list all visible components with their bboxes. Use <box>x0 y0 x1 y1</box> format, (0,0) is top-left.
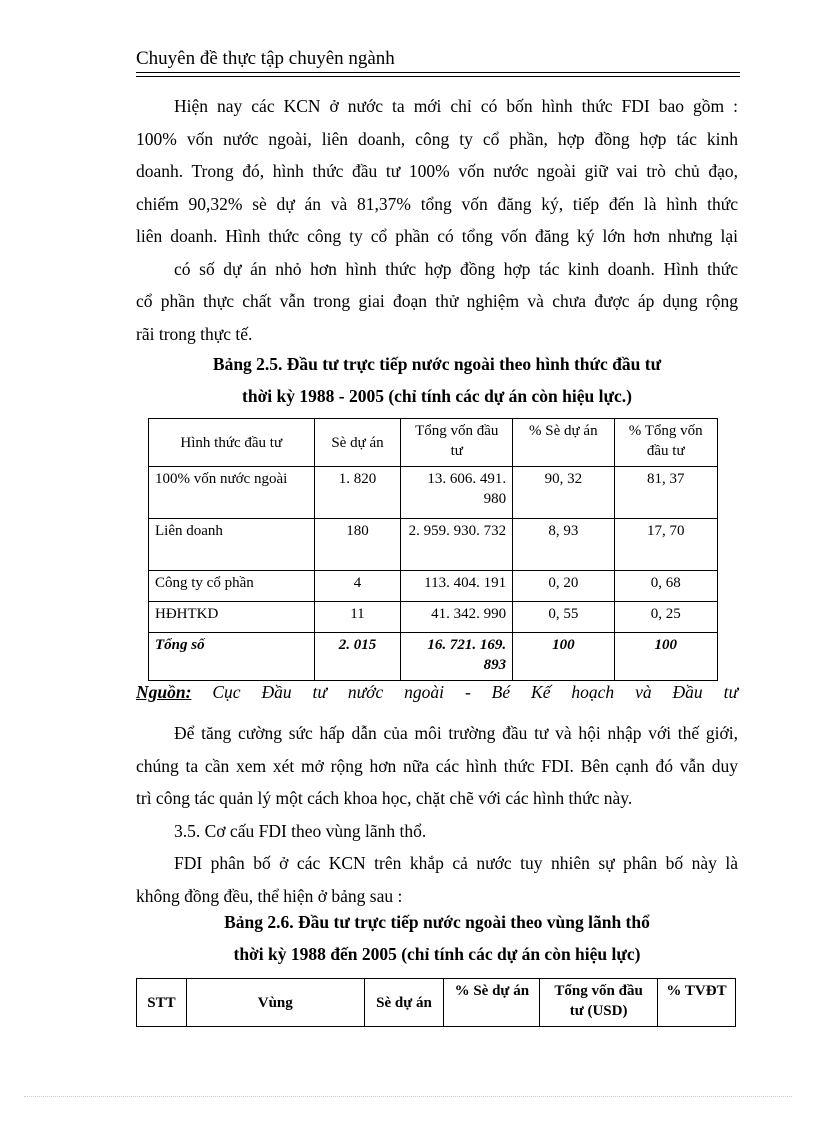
middle-paragraph <box>136 717 738 912</box>
body-line: không đồng đều, thể hiện ở bảng sau : <box>136 885 403 906</box>
table-cell: 8, 93 <box>513 519 614 571</box>
table-row <box>149 467 718 519</box>
table-cell: 11 <box>314 602 401 633</box>
table1-caption-line1: Bảng 2.5. Đầu tư trực tiếp nước ngoài theo hình thức đầu tư <box>212 354 662 374</box>
table-cell: 90, 32 <box>513 467 614 519</box>
table-total-cell: 16. 721. 169. 893 <box>401 633 513 681</box>
table-cell: 81, 37 <box>614 467 718 519</box>
intro-line: doanh. Trong đó, hình thức đầu tư 100% vốn nước ngoài giữ vai trò chủ đạo, <box>136 161 738 181</box>
table-cell: 113. 404. 191 <box>401 571 513 602</box>
table1-caption-line2: thời kỳ 1988 - 2005 (chỉ tính các dự án còn hiệu lực.) <box>242 386 632 406</box>
table-row <box>149 571 718 602</box>
table-header-cell: % Tổng vốn đầu tư <box>614 419 718 467</box>
table-total-cell: 2. 015 <box>314 633 401 681</box>
table-row <box>149 519 718 571</box>
source-label: Nguồn: <box>136 682 192 702</box>
fdi-by-form-table <box>148 418 718 681</box>
table2-caption-line2: thời kỳ 1988 đến 2005 (chỉ tính các dự án còn hiệu lực) <box>233 944 641 964</box>
table-total-cell: 100 <box>614 633 718 681</box>
intro-line: cổ phần thực chất vẫn trong giai đoạn thử nghiệm và chưa được áp dụng rộng <box>136 291 738 311</box>
table-cell: 0, 55 <box>513 602 614 633</box>
table-header-cell: Tổng vốn đầu tư <box>401 419 513 467</box>
table-header-cell: % Sè dự án <box>444 979 540 1027</box>
table-row <box>149 602 718 633</box>
intro-line: rãi trong thực tế. <box>136 323 253 344</box>
table-cell: 2. 959. 930. 732 <box>401 519 513 571</box>
table-header-cell: % Sè dự án <box>513 419 614 467</box>
table-header-cell: Sè dự án <box>314 419 401 467</box>
table-header-cell: Tổng vốn đầu tư (USD) <box>540 979 658 1027</box>
table-header-row <box>149 419 718 467</box>
body-line: Để tăng cường sức hấp dẫn của môi trường đầu tư và hội nhập với thế giới, <box>174 723 738 743</box>
header-rule-top <box>136 72 740 73</box>
table-total-row <box>149 633 718 681</box>
table-header-cell: Sè dự án <box>364 979 444 1027</box>
table-cell: HĐHTKD <box>149 602 315 633</box>
table-cell: 41. 342. 990 <box>401 602 513 633</box>
body-line: chúng ta cần xem xét mở rộng hơn nữa các hình thức FDI. Bên cạnh đó vẫn duy <box>136 755 738 776</box>
body-line: trì công tác quản lý một cách khoa học, chặt chẽ với các hình thức này. <box>136 788 633 808</box>
table-cell: 180 <box>314 519 401 571</box>
table-total-cell: 100 <box>513 633 614 681</box>
intro-line: liên doanh. Hình thức công ty cổ phần có tổng vốn đăng ký lớn hơn nhưng lại <box>136 226 738 246</box>
table-cell: Liên doanh <box>149 519 315 571</box>
table-cell: 0, 68 <box>614 571 718 602</box>
table-cell: 4 <box>314 571 401 602</box>
table2-caption-line1: Bảng 2.6. Đầu tư trực tiếp nước ngoài theo vùng lãnh thổ <box>224 912 650 932</box>
table-cell: 17, 70 <box>614 519 718 571</box>
intro-paragraph <box>136 90 738 350</box>
section-heading: 3.5. Cơ cấu FDI theo vùng lãnh thổ. <box>174 820 427 841</box>
table-header-row <box>137 979 736 1027</box>
intro-line: Hiện nay các KCN ở nước ta mới chỉ có bốn hình thức FDI bao gồm : <box>174 96 738 116</box>
table-cell: Công ty cổ phần <box>149 571 315 602</box>
header-rule-bottom <box>136 76 740 77</box>
table-total-cell: Tổng số <box>149 633 315 681</box>
intro-line: chiếm 90,32% sè dự án và 81,37% tổng vốn đăng ký, tiếp đến là hình thức <box>136 193 738 214</box>
table-cell: 0, 25 <box>614 602 718 633</box>
table-cell: 100% vốn nước ngoài <box>149 467 315 519</box>
intro-line: 100% vốn nước ngoài, liên doanh, công ty cổ phần, hợp đồng hợp tác kinh <box>136 128 738 149</box>
table-cell: 0, 20 <box>513 571 614 602</box>
table1-source <box>136 682 738 703</box>
table-cell: 1. 820 <box>314 467 401 519</box>
table-cell: 13. 606. 491. 980 <box>401 467 513 519</box>
table-header-cell: Hình thức đầu tư <box>149 419 315 467</box>
fdi-by-region-table <box>136 978 736 1027</box>
table-header-cell: STT <box>137 979 187 1027</box>
body-line: FDI phân bố ở các KCN trên khắp cả nước tuy nhiên sự phân bố này là <box>174 853 738 873</box>
table-header-cell: % TVĐT <box>658 979 736 1027</box>
page-bottom-rule <box>24 1096 792 1097</box>
page-header-title: Chuyên đề thực tập chuyên ngành <box>136 48 395 69</box>
source-text: Cục Đầu tư nước ngoài - Bé Kế hoạch và Đầu tư <box>212 682 738 702</box>
table-header-cell: Vùng <box>186 979 364 1027</box>
intro-line: có số dự án nhỏ hơn hình thức hợp đồng hợp tác kinh doanh. Hình thức <box>174 258 738 279</box>
